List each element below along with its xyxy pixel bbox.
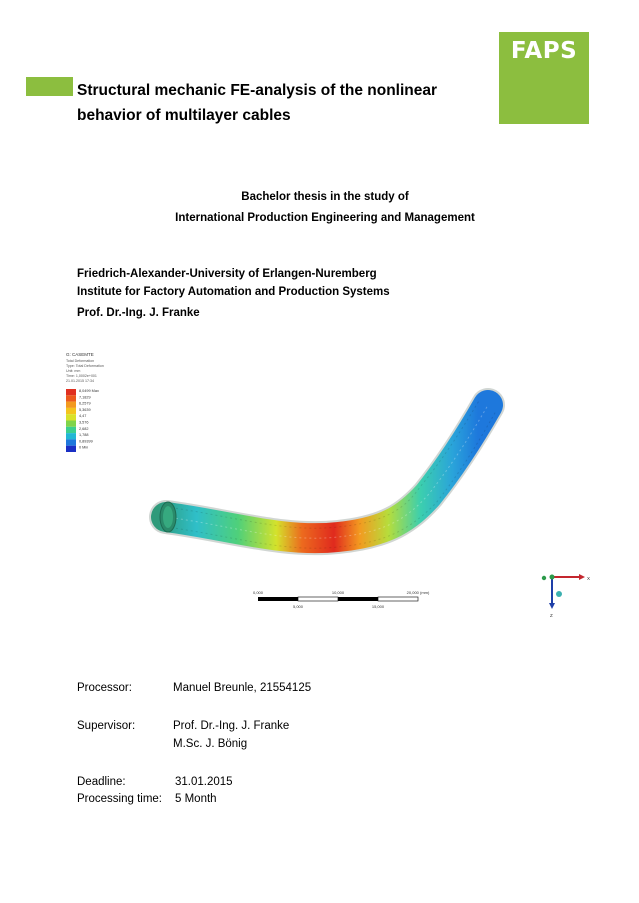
legend-swatch [66,402,76,408]
legend-swatch [66,433,76,439]
legend-swatch [66,439,76,445]
legend-value: 2,682 [79,426,89,431]
deadline-label: Deadline: [77,776,126,788]
legend-title: G: CASEMTE [66,352,94,357]
legend-value: 4,47 [79,414,87,419]
coordinate-triad [542,574,590,618]
legend-swatch [66,414,76,420]
processing-time-value: 5 Month [175,793,217,805]
legend-line: Total Deformation [66,359,95,363]
deadline-value: 31.01.2015 [175,776,233,788]
supervisor-value-2: M.Sc. J. Bönig [173,738,248,750]
legend-value: 0 Min [79,445,89,450]
thesis-title [77,78,497,128]
scale-tick-label: 20,000 (mm) [406,590,430,595]
scale-tick-label: 15,000 [371,604,385,609]
legend-swatch [66,446,76,452]
professor-name: Prof. Dr.-Ing. J. Franke [77,307,200,319]
legend-value: 1,788 [79,433,89,438]
legend-value: 6,2579 [79,401,91,406]
legend-line: 21.01.2015 17:34 [66,379,94,383]
processing-time-label: Processing time: [77,793,163,805]
deformed-cable [160,399,496,548]
supervisor-value-1: Prof. Dr.-Ing. J. Franke [173,720,290,732]
university-name: Friedrich-Alexander-University of Erlangen-Nuremberg [77,268,377,280]
legend-value: 8,0499 Max [79,389,99,393]
thesis-title-line-2: behavior of multilayer cables [77,107,291,124]
legend-swatch [66,421,76,427]
title-accent-bar [26,77,73,96]
legend-swatch [66,408,76,414]
legend [66,352,104,452]
scale-bar [253,590,430,609]
legend-value: 3,576 [79,420,89,425]
legend-line: Type: Total Deformation [66,364,104,368]
scale-tick-label: 5,000 [292,604,304,609]
processor-value: Manuel Breunle, 21554125 [173,682,312,694]
legend-value: 0,89399 [79,439,93,444]
institute-name: Institute for Factory Automation and Production Systems [77,286,390,298]
legend-value: 5,3639 [79,407,91,412]
supervisor-label: Supervisor: [77,720,136,732]
scale-tick-label: 0,000 [252,590,264,595]
axis-label-x: X [587,576,591,581]
faps-logo [499,32,589,124]
processor-label: Processor: [77,682,132,694]
scale-tick-label: 10,000 [331,590,345,595]
axis-label-z: Z [550,613,553,618]
legend-line: Unit: mm [66,369,81,373]
thesis-type: Bachelor thesis in the study of [241,191,409,203]
faps-logo-text: FAPS [510,38,578,64]
thesis-program: International Production Engineering and Management [175,212,475,224]
legend-swatch [66,389,76,395]
legend-line: Time: 1,0002e+001 [66,374,97,378]
thesis-title-line-1: Structural mechanic FE-analysis of the nonlinear [77,82,438,99]
legend-value: 7,1829 [79,395,91,400]
fe-deformation-figure [58,345,598,635]
legend-swatch [66,427,76,433]
legend-swatch [66,395,76,401]
